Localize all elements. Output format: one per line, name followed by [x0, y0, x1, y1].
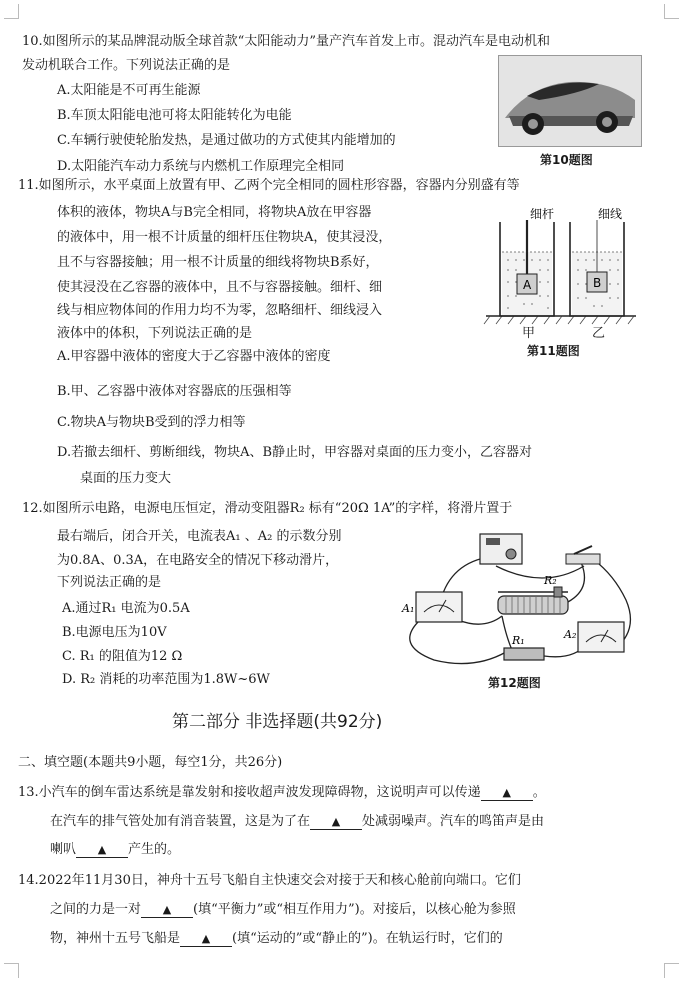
q11-stem-line2: 体积的液体，物块A与B完全相同，将物块A放在甲容器 — [57, 205, 372, 220]
q12-option-b: B.电源电压为10V — [62, 625, 167, 640]
q11-container-diagram — [480, 204, 640, 332]
q11-option-d-line1: D.若撤去细杆、剪断细线，物块A、B静止时，甲容器对桌面的压力变小，乙容器对 — [57, 445, 533, 460]
label-rod: 细杆 — [530, 207, 555, 221]
q13-line2-text-b: 处减弱噪声。汽车的鸣笛声是由 — [362, 814, 545, 829]
corner-mark-bottom-left — [4, 963, 19, 978]
q13-answer-blank-2: ▲ — [310, 815, 362, 830]
q13-line2-text-a: 在汽车的排气管处加有消音装置，这是为了在 — [50, 814, 311, 829]
q12-stem-line3: 为0.8A、0.3A，在电路安全的情况下移动滑片， — [57, 553, 339, 568]
q13-answer-blank-1: ▲ — [481, 786, 533, 801]
q11-stem-line5: 使其浸没在乙容器的液体中，且不与容器接触。细杆、细 — [57, 280, 383, 295]
q12-figure-caption: 第12题图 — [488, 676, 541, 690]
q11-stem-line7: 液体中的体积，下列说法正确的是 — [57, 326, 253, 341]
q10-figure-caption: 第10题图 — [540, 153, 593, 167]
q10-option-a: A.太阳能是不可再生能源 — [57, 83, 201, 98]
q13-line1-text: 13.小汽车的倒车雷达系统是靠发射和接收超声波发现障碍物，这说明声可以传递 — [18, 785, 481, 800]
q13-answer-blank-3: ▲ — [76, 843, 128, 858]
q12-option-a: A.通过R₁ 电流为0.5A — [62, 601, 190, 616]
q13-line3-text-b: 产生的。 — [128, 842, 181, 857]
label-a2: A₂ — [564, 628, 577, 641]
q14-line2 — [50, 901, 516, 919]
q12-option-d: D. R₂ 消耗的功率范围为1.8W~6W — [62, 672, 270, 687]
q10-option-b: B.车顶太阳能电池可将太阳能转化为电能 — [57, 108, 292, 123]
q14-line3-text-a: 物，神州十五号飞船是 — [50, 931, 181, 946]
q10-option-c: C.车辆行驶使轮胎发热，是通过做功的方式使其内能增加的 — [57, 133, 396, 148]
q14-line2-text-b: (填“平衡力”或“相互作用力”)。对接后，以核心舱为参照 — [193, 902, 516, 917]
q11-option-a: A.甲容器中液体的密度大于乙容器中液体的密度 — [57, 349, 331, 364]
corner-mark-top-right — [664, 4, 679, 19]
q12-stem-line2: 最右端后，闭合开关，电流表A₁ 、A₂ 的示数分别 — [57, 529, 342, 544]
ammeter-a2 — [578, 622, 624, 652]
q14-line3 — [50, 930, 503, 948]
q13-line3-text-a: 喇叭 — [50, 842, 77, 857]
q11-stem-line6: 线与相应物体间的作用力均不为零，忽略细杆、细线浸入 — [57, 303, 383, 318]
q10-option-d: D.太阳能汽车动力系统与内燃机工作原理完全相同 — [57, 159, 345, 174]
q14-line2-text-a: 之间的力是一对 — [50, 902, 142, 917]
q11-option-c: C.物块A与物块B受到的浮力相等 — [57, 415, 246, 430]
q10-stem-line1: 10.如图所示的某品牌混动版全球首款“太阳能动力”量产汽车首发上市。混动汽车是电动机和 — [22, 34, 550, 49]
q13-line1-end: 。 — [532, 785, 546, 800]
q12-stem-line4: 下列说法正确的是 — [57, 575, 162, 590]
label-block-a: A — [523, 278, 532, 292]
label-r2: R₂ — [544, 574, 557, 587]
q12-stem-line1: 12.如图所示电路，电源电压恒定，滑动变阻器R₂ 标有“20Ω 1A”的字样，将滑片置于 — [22, 501, 513, 516]
q11-option-b: B.甲、乙容器中液体对容器底的压强相等 — [57, 384, 292, 399]
label-r1: R₁ — [512, 634, 525, 647]
q12-circuit-diagram — [394, 520, 644, 670]
switch — [566, 554, 600, 564]
q14-answer-blank-1: ▲ — [141, 903, 193, 918]
q11-stem-line3: 的液体中，用一根不计质量的细杆压住物块A，使其浸没， — [57, 230, 392, 245]
q11-figure-caption: 第11题图 — [527, 344, 580, 358]
part2-heading: 第二部分 非选择题(共92分) — [172, 712, 383, 732]
q11-stem-line1: 11.如图所示，水平桌面上放置有甲、乙两个完全相同的圆柱形容器，容器内分别盛有等 — [18, 178, 520, 193]
fill-section-heading: 二、填空题(本题共9小题，每空1分，共26分) — [18, 755, 283, 770]
q13-line1 — [18, 784, 546, 802]
q14-line1: 14.2022年11月30日，神舟十五号飞船自主快速交会对接于天和核心舱前向端口。它们 — [18, 873, 521, 888]
ammeter-a1 — [416, 592, 462, 622]
q11-stem-line4: 且不与容器接触；用一根不计质量的细线将物块B系好， — [57, 255, 379, 270]
corner-mark-bottom-right — [664, 963, 679, 978]
label-container-yi: 乙 — [592, 326, 606, 341]
q14-line3-text-b: (填“运动的”或“静止的”)。在轨运行时，它们的 — [232, 931, 503, 946]
label-a1: A₁ — [402, 602, 415, 615]
q13-line3 — [50, 841, 180, 859]
q12-option-c: C. R₁ 的阻值为12 Ω — [62, 649, 183, 664]
q10-stem-line2: 发动机联合工作。下列说法正确的是 — [22, 58, 231, 73]
q14-answer-blank-2: ▲ — [180, 932, 232, 947]
label-block-b: B — [593, 276, 602, 290]
label-container-jia: 甲 — [522, 326, 536, 341]
solar-car-photo — [498, 55, 642, 147]
q11-option-d-line2: 桌面的压力变大 — [80, 471, 172, 486]
rheostat-r2 — [498, 596, 568, 614]
corner-mark-top-left — [4, 4, 19, 19]
q13-line2 — [50, 813, 544, 831]
resistor-r1 — [504, 648, 544, 660]
label-string: 细线 — [598, 207, 623, 221]
